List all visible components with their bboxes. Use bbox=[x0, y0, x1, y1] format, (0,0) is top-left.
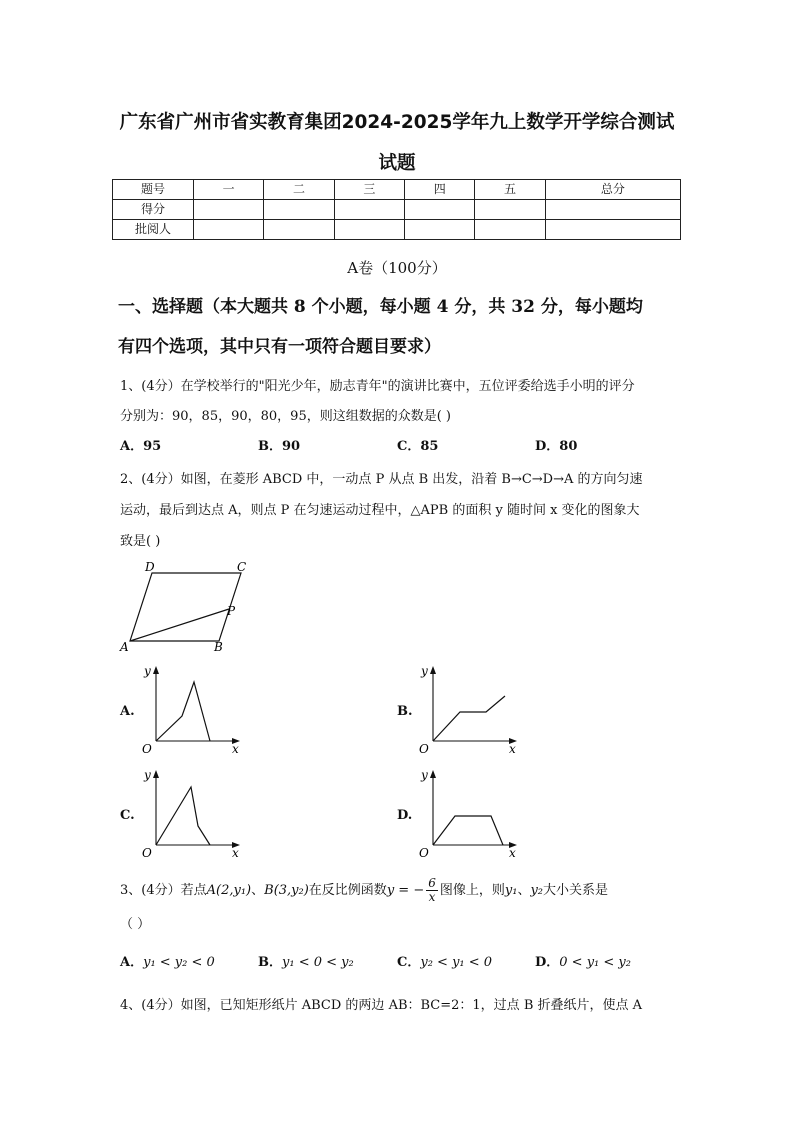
axis-label-origin: O bbox=[142, 742, 152, 755]
q1-option-b[interactable]: B．90 bbox=[258, 439, 301, 454]
axis-label-origin: O bbox=[142, 846, 152, 859]
q3-separator-2: 、 bbox=[517, 883, 531, 898]
q3-option-d-expr: 0 < y₁ < y₂ bbox=[559, 955, 631, 970]
q2-graph-a[interactable] bbox=[140, 660, 250, 755]
q3-prefix: 3、(4分）若点 bbox=[120, 883, 207, 898]
q3-option-a-expr: y₁ < y₂ < 0 bbox=[143, 955, 215, 970]
graph-curve bbox=[156, 787, 210, 845]
q3-stem-line1 bbox=[120, 877, 608, 904]
axis-label-y: y bbox=[421, 664, 428, 678]
q3-y2: y₂ bbox=[530, 883, 544, 898]
q4-stem-line1: 4、(4分）如图，已知矩形纸片 ABCD 的两边 AB：BC=2：1，过点 B 折叠纸片，使点 A bbox=[120, 998, 643, 1013]
axis-label-y: y bbox=[421, 768, 428, 782]
score-table-header-row bbox=[113, 180, 681, 200]
q3-mid-text-2: 图像上，则 bbox=[439, 883, 505, 898]
q3-fraction-numerator: 6 bbox=[428, 876, 436, 890]
score-entry-cell[interactable] bbox=[194, 220, 264, 240]
score-table-cell: 五 bbox=[475, 180, 545, 200]
score-entry-cell[interactable] bbox=[334, 200, 404, 220]
q3-stem-line2: （ ） bbox=[120, 917, 151, 932]
score-table-row bbox=[113, 220, 681, 240]
point-label-p: P bbox=[227, 604, 236, 618]
q3-point-b: B(3,y₂) bbox=[264, 883, 309, 898]
score-table-cell: 三 bbox=[334, 180, 404, 200]
axis-label-origin: O bbox=[419, 742, 429, 755]
q3-option-d-label: D． bbox=[535, 955, 560, 970]
q3-mid-text: 在反比例函数 bbox=[308, 883, 387, 898]
score-table-cell: 一 bbox=[194, 180, 264, 200]
score-table-row-label: 批阅人 bbox=[113, 220, 194, 240]
exam-title-line2: 试题 bbox=[378, 153, 416, 174]
segment-ap bbox=[130, 609, 229, 641]
axis-label-x: x bbox=[232, 846, 239, 859]
axis-label-x: x bbox=[509, 846, 516, 859]
q2-option-c-label[interactable]: C. bbox=[120, 808, 135, 823]
y-axis-arrow-icon bbox=[153, 666, 159, 674]
q3-function-fraction bbox=[426, 877, 438, 904]
q3-y1: y₁ bbox=[504, 883, 518, 898]
q2-option-b-label[interactable]: B. bbox=[397, 704, 413, 719]
score-entry-cell[interactable] bbox=[194, 200, 264, 220]
q2-stem-line3: 致是( ) bbox=[120, 534, 161, 549]
score-table bbox=[112, 179, 681, 240]
q2-graph-c[interactable] bbox=[140, 764, 250, 859]
q2-graph-d[interactable] bbox=[417, 764, 527, 859]
score-entry-cell[interactable] bbox=[475, 200, 545, 220]
vertex-label-c: C bbox=[237, 560, 247, 574]
graph-curve bbox=[156, 682, 210, 741]
q3-option-c-label: C． bbox=[397, 955, 421, 970]
q3-fraction-denominator: x bbox=[428, 890, 436, 904]
vertex-label-a: A bbox=[120, 640, 129, 654]
q3-option-b-expr: y₁ < 0 < y₂ bbox=[282, 955, 354, 970]
q3-option-a[interactable] bbox=[120, 953, 215, 973]
q2-stem-line2: 运动，最后到达点 A，则点 P 在匀速运动过程中，△APB 的面积 y 随时间 x 变化的图象大 bbox=[120, 503, 640, 518]
exam-title-line1: 广东省广州市省实教育集团2024-2025学年九上数学开学综合测试 bbox=[119, 112, 675, 133]
q2-graph-b[interactable] bbox=[417, 660, 527, 755]
axis-label-x: x bbox=[509, 742, 516, 755]
q1-option-c[interactable]: C．85 bbox=[397, 439, 439, 454]
score-entry-cell[interactable] bbox=[545, 200, 680, 220]
y-axis-arrow-icon bbox=[430, 770, 436, 778]
axis-label-y: y bbox=[144, 768, 151, 782]
q3-function-lhs: y = − bbox=[386, 883, 425, 898]
graph-curve bbox=[433, 816, 503, 845]
score-table-cell: 四 bbox=[405, 180, 475, 200]
score-entry-cell[interactable] bbox=[475, 220, 545, 240]
score-entry-cell[interactable] bbox=[334, 220, 404, 240]
axis-label-y: y bbox=[144, 664, 151, 678]
axis-label-origin: O bbox=[419, 846, 429, 859]
score-table-cell: 总分 bbox=[545, 180, 680, 200]
q1-stem-line2: 分别为：90，85，90，80，95，则这组数据的众数是( ) bbox=[120, 409, 451, 424]
score-table-cell: 题号 bbox=[113, 180, 194, 200]
q3-option-b[interactable] bbox=[258, 953, 354, 973]
section-a-title: A卷（100分） bbox=[347, 259, 447, 277]
q2-option-d-label[interactable]: D. bbox=[397, 808, 413, 823]
vertex-label-b: B bbox=[214, 640, 223, 654]
score-entry-cell[interactable] bbox=[545, 220, 680, 240]
q3-option-a-label: A． bbox=[120, 955, 144, 970]
q2-option-a-label[interactable]: A. bbox=[120, 704, 135, 719]
score-table-row bbox=[113, 200, 681, 220]
q3-option-c-expr: y₂ < y₁ < 0 bbox=[420, 955, 493, 970]
score-entry-cell[interactable] bbox=[405, 220, 475, 240]
score-entry-cell[interactable] bbox=[405, 200, 475, 220]
q1-stem-line1: 1、(4分）在学校举行的"阳光少年，励志青年"的演讲比赛中，五位评委给选手小明的评分 bbox=[120, 379, 635, 394]
section-heading-line2: 有四个选项，其中只有一项符合题目要求） bbox=[118, 337, 441, 357]
q3-point-a: A(2,y₁) bbox=[206, 883, 252, 898]
q3-separator: 、 bbox=[251, 883, 265, 898]
score-entry-cell[interactable] bbox=[264, 220, 334, 240]
score-table-row-label: 得分 bbox=[113, 200, 194, 220]
q3-option-d[interactable] bbox=[535, 953, 631, 973]
q3-suffix: 大小关系是 bbox=[543, 883, 609, 898]
q1-option-d[interactable]: D．80 bbox=[535, 439, 578, 454]
vertex-label-d: D bbox=[145, 560, 155, 574]
score-entry-cell[interactable] bbox=[264, 200, 334, 220]
q3-option-c[interactable] bbox=[397, 953, 492, 973]
y-axis-arrow-icon bbox=[153, 770, 159, 778]
rhombus-abcd-shape bbox=[130, 573, 241, 641]
section-heading-line1: 一、选择题（本大题共 8 个小题，每小题 4 分，共 32 分，每小题均 bbox=[118, 297, 643, 317]
rhombus-figure bbox=[115, 558, 255, 658]
y-axis-arrow-icon bbox=[430, 666, 436, 674]
q3-option-b-label: B． bbox=[258, 955, 282, 970]
q2-stem-line1: 2、(4分）如图，在菱形 ABCD 中，一动点 P 从点 B 出发，沿着 B→C→D→A 的方向匀速 bbox=[120, 472, 643, 487]
axis-label-x: x bbox=[232, 742, 239, 755]
graph-curve bbox=[433, 696, 505, 741]
q1-option-a[interactable]: A．95 bbox=[120, 439, 162, 454]
score-table-cell: 二 bbox=[264, 180, 334, 200]
